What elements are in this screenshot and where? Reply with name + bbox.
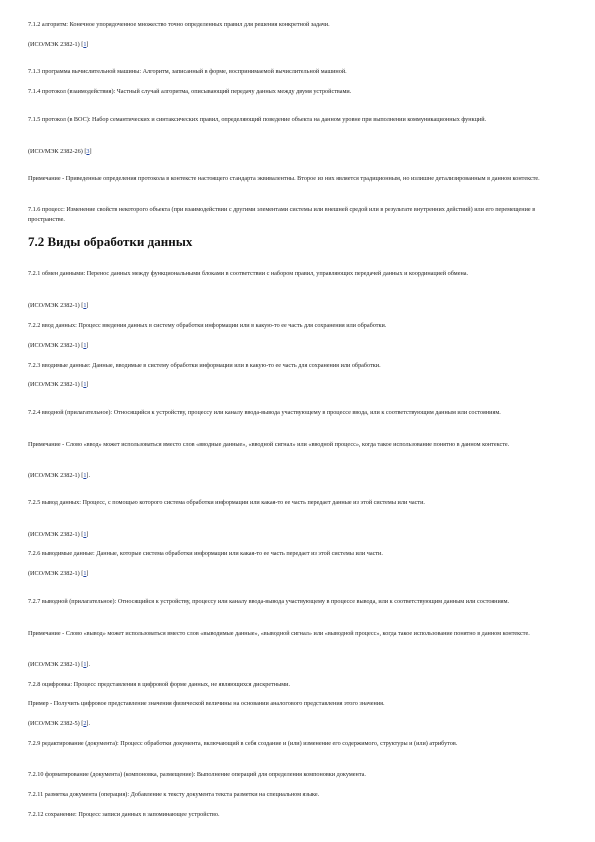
source-reference: (ИСО/МЭК 2382-5) [2]. [28,720,91,728]
term-7-2-11 [28,790,563,800]
term-7-2-6 [28,549,563,559]
term-text: 7.2.11 разметка документа (операция): Добавление к тексту документа текста разметки на специальном языке. [28,791,320,799]
term-text: 7.2.1 обмен данными: Перенос данных между функциональными блоками в соответствии с набором правил, управляющих передачей данных и координацией обмена. [28,270,469,278]
term-text: 7.1.5 протокол (в ВОС): Набор семантических и синтаксических правил, определяющий поведение объекта на данном уровне при выполнении коммуникационных функций. [28,116,487,124]
term-7-1-3 [28,67,563,77]
term-7-2-4 [28,408,563,418]
reference-link[interactable]: 1 [83,570,87,578]
term-text: 7.2.2 ввод данных: Процесс введения данных в систему обработки информации или в какую-то ее часть для сохранения или обработки. [28,322,387,330]
note-paragraph [28,174,563,184]
term-7-2-7 [28,597,563,607]
term-7-1-6 [28,205,563,225]
reference-link[interactable]: 1 [83,661,87,669]
reference-link[interactable]: 1 [83,342,87,350]
term-7-2-5 [28,498,563,508]
note-text: Примечание - Слово «ввод» может использоваться вместо слов «вводные данные», «вводной сигнал» или «вводной процесс», когда такое использование понятно в данном контексте. [28,441,510,449]
term-text: 7.2.6 выводимые данные: Данные, которые система обработки информации или какая-то ее часть передает из этой системы или части. [28,550,383,558]
term-7-1-5 [28,115,563,125]
reference-link[interactable]: 3 [86,148,90,156]
source-reference: (ИСО/МЭК 2382-1) [1] [28,381,89,389]
source-reference: (ИСО/МЭК 2382-26) [3] [28,148,92,156]
reference-link[interactable]: 1 [83,41,87,49]
term-text: 7.1.6 процесс: Изменение свойств некоторого объекта (при взаимодействии с другими элементами системы или внешней средой или в результате внутренних действий) или его перемещение в пространстве. [28,206,536,224]
source-reference: (ИСО/МЭК 2382-1) [1] [28,41,89,49]
source-reference: (ИСО/МЭК 2382-1) [1] [28,302,89,310]
note-text: Примечание - Приведенные определения протокола в контексте настоящего стандарта эквивалентны. Второе из них является традиционным, но излишне детализированным в данном контексте. [28,175,540,183]
term-7-2-12 [28,810,563,820]
term-7-2-3 [28,361,563,371]
source-reference: (ИСО/МЭК 2382-1) [1] [28,531,89,539]
source-reference: (ИСО/МЭК 2382-1) [1]. [28,661,91,669]
term-text: 7.2.10 форматирование (документа) (компоновка, размещение): Выполнение операций для определения компоновки документа. [28,771,366,779]
reference-link[interactable]: 1 [83,531,87,539]
source-reference: (ИСО/МЭК 2382-1) [1] [28,570,89,578]
reference-link[interactable]: 1 [83,302,87,310]
term-text: 7.2.12 сохранение: Процесс записи данных в запоминающее устройство. [28,811,220,819]
note-text: Примечание - Слово «вывод» может использоваться вместо слов «выводимые данные», «выводной сигнал» или «выводной процесс», когда такое использование понятно в данном контексте. [28,630,530,638]
note-paragraph [28,440,563,450]
term-text: 7.1.3 программа вычислительной машины: Алгоритм, записанный в форме, воспринимаемой вычислительной машиной. [28,68,347,76]
example-text: Пример - Получить цифровое представление значения физической величины на основании аналогового представления этого значения. [28,700,385,708]
term-7-2-2 [28,321,563,331]
term-text: 7.1.2 алгоритм: Конечное упорядоченное множество точно определенных правил для решения конкретной задачи. [28,21,330,29]
section-heading: 7.2 Виды обработки данных [28,234,193,249]
term-text: 7.2.7 выводной (прилагательное): Относящийся к устройству, процессу или каналу ввода-вывода участвующему в процессе вывода, или к соответствующим данным или состояниям. [28,598,510,606]
term-7-1-2 [28,20,563,30]
term-7-2-10 [28,770,563,780]
term-text: 7.2.9 редактирование (документа): Процесс обработки документа, включающий в себя создание и (или) изменение его содержимого, структуры и (или) атрибутов. [28,740,458,748]
term-text: 7.1.4 протокол (взаимодействия): Частный случай алгоритма, описывающий передачу данных между двумя устройствами. [28,88,352,96]
term-7-2-8 [28,680,563,690]
source-reference: (ИСО/МЭК 2382-1) [1]. [28,472,91,480]
term-text: 7.2.8 оцифровка: Процесс представления в цифровой форме данных, не являющихся дискретными. [28,681,291,689]
term-text: 7.2.3 вводимые данные: Данные, вводимые в систему обработки информации или в какую-то ее часть для сохранения или обработки. [28,362,381,370]
reference-link[interactable]: 2 [83,720,87,728]
reference-link[interactable]: 1 [83,381,87,389]
term-text: 7.2.5 вывод данных: Процесс, с помощью которого система обработки информации или какая-то ее часть передает данные из этой системы или части. [28,499,425,507]
note-paragraph [28,629,563,639]
example-paragraph [28,699,563,709]
term-7-2-1 [28,269,563,279]
term-7-1-4 [28,87,563,97]
term-7-2-9 [28,739,563,749]
reference-link[interactable]: 1 [83,472,87,480]
source-reference: (ИСО/МЭК 2382-1) [1] [28,342,89,350]
term-text: 7.2.4 вводной (прилагательное): Относящийся к устройству, процессу или каналу ввода-вывода участвующему в процессе ввода, или к соответствующим данным или состояниям. [28,409,501,417]
